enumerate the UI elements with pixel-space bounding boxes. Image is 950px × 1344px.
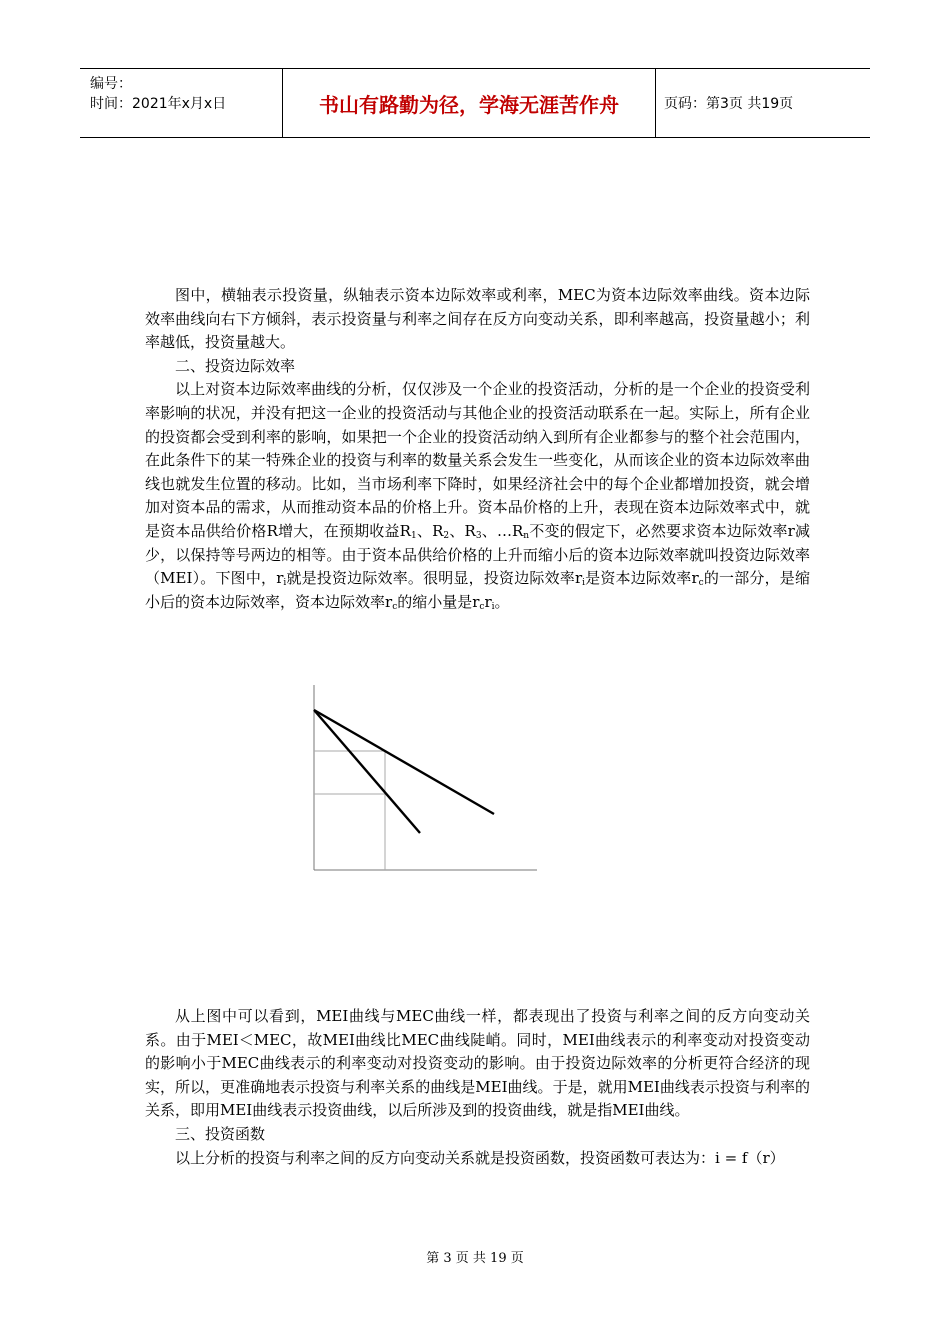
number-label: 编号： xyxy=(90,76,132,92)
mei-mec-diagram xyxy=(300,680,560,880)
paragraph-3: 从上图中可以看到，MEI曲线与MEC曲线一样，都表现出了投资与利率之间的反方向变动关系。由于MEI＜MEC，故MEI曲线比MEC曲线陡峭。同时，MEI曲线表示的利率变动对投资变动的影响小于MEC曲线表示的利率变动对投资变动的影响。由于投资边际效率的分析更符合经济的现实，所以，更准确地表示投资与利率关系的曲线是MEI曲线。于是，就用MEI曲线表示投资与利率的关系，即用MEI曲线表示投资曲线，以后所涉及到的投资曲线，就是指MEI曲线。 xyxy=(145,1007,810,1120)
paragraph-4: 以上分析的投资与利率之间的反方向变动关系就是投资函数，投资函数可表达为：i = f（r） xyxy=(175,1148,785,1167)
paragraph-2: 以上对资本边际效率曲线的分析，仅仅涉及一个企业的投资活动，分析的是一个企业的投资受利率影响的状况，并没有把这一企业的投资活动与其他企业的投资活动联系在一起。实际上，所有企业的投资都会受到利率的影响，如果把一个企业的投资活动纳入到所有企业都参与的整个社会范围内，在此条件下的某一特殊企业的投资与利率的数量关系会发生一些变化，从而该企业的资本边际效率曲线也就发生位置的移动。比如，当市场利率下降时，如果经济社会中的每个企业都增加投资，就会增加对资本品的需求，从而推动资本品的价格上升。资本品价格的上升，表现在资本边际效率式中，就是资本品供给价格R增大，在预期收益$R_1$、$R_2$、$R_3$、$\dots R_n$不变的假定下，必然要求资本边际效率r减少，以保持等号两边的相等。由于资本品供给价格的上升而缩小后的资本边际效率就叫投资边际效率（MEI）。下图中，$r_i$就是投资边际效率。很明显，投资边际效率$r_i$是资本边际效率$r_c$的一部分，是缩小后的资本边际效率，资本边际效率$r_c$的缩小量是$r_cr_i$。 xyxy=(145,380,811,612)
paragraph-1: 图中，横轴表示投资量，纵轴表示资本边际效率或利率，MEC为资本边际效率曲线。资本边际效率曲线向右下方倾斜，表示投资量与利率之间存在反方向变动关系，即利率越高，投资量越小；利率越低，投资量越大。 xyxy=(145,286,810,352)
top-text-block xyxy=(145,284,810,614)
header-left-cell xyxy=(80,69,283,137)
section-heading-3: 三、投资函数 xyxy=(175,1124,266,1143)
mei-curve xyxy=(314,710,420,833)
header-right-cell xyxy=(656,69,870,137)
header-table xyxy=(80,68,870,138)
section-heading-2: 二、投资边际效率 xyxy=(175,356,296,375)
page-info: 页码：第3页 共19页 xyxy=(664,96,794,112)
bottom-text-block xyxy=(145,1005,810,1170)
motto: 书山有路勤为径，学海无涯苦作舟 xyxy=(283,69,656,137)
page-footer: 第 3 页 共 19 页 xyxy=(426,1251,524,1266)
date-label: 时间：2021年x月x日 xyxy=(90,96,227,112)
mec-curve xyxy=(314,710,494,814)
